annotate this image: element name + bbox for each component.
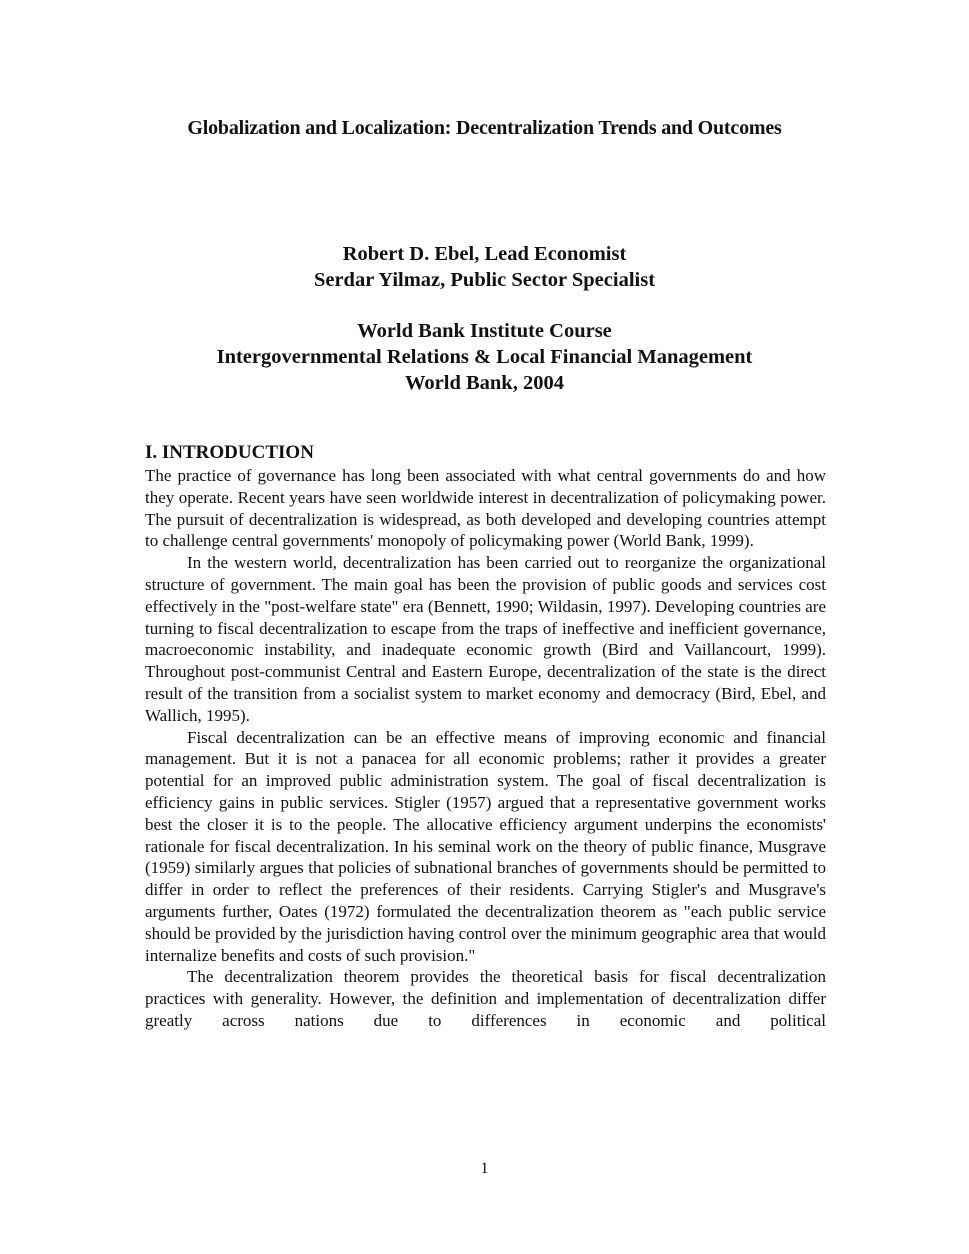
author-line: Robert D. Ebel, Lead Economist xyxy=(342,243,627,265)
introduction-section xyxy=(145,441,826,1032)
page-number: 1 xyxy=(480,1160,489,1177)
author-block xyxy=(0,241,969,293)
paragraph: Fiscal decentralization can be an effective means of improving economic and financial management. But it is not a panacea for all economic problems; rather it provides a greater potential for an improved public administration system. The goal of fiscal decentralization is efficiency gains in public services. Stigler (1957) argued that a representative government works best the closer it is to the people. The allocative efficiency argument underpins the economists' rationale for fiscal decentralization. In his seminal work on the theory of public finance, Musgrave (1959) similarly argues that policies of subnational branches of governments should be permitted to differ in order to reflect the preferences of their residents. Carrying Stigler's and Musgrave's arguments further, Oates (1972) formulated the decentralization theorem as "each public service should be provided by the jurisdiction having control over the minimum geographic area that would internalize benefits and costs of such provision." xyxy=(145,727,826,965)
paragraph: The decentralization theorem provides the theoretical basis for fiscal decentralization practices with generality. However, the definition and implementation of decentralization differ greatly across nations due to differences in economic and political xyxy=(145,967,826,1030)
paragraph: In the western world, decentralization has been carried out to reorganize the organizational structure of government. The main goal has been the provision of public goods and services cost effectively in the "post-welfare state" era (Bennett, 1990; Wildasin, 1997). Developing countries are turning to fiscal decentralization to escape from the traps of ineffective and inefficient governance, macroeconomic instability, and inadequate economic growth (Bird and Vaillancourt, 1999). Throughout post-communist Central and Eastern Europe, decentralization of the state is the direct result of the transition from a socialist system to market economy and democracy (Bird, Ebel, and Wallich, 1995). xyxy=(145,553,826,725)
course-subtitle: Intergovernmental Relations & Local Financial Management xyxy=(216,346,753,368)
author-line: Serdar Yilmaz, Public Sector Specialist xyxy=(313,269,656,291)
course-publisher: World Bank, 2004 xyxy=(405,372,564,394)
course-block xyxy=(0,318,969,396)
section-heading: I. INTRODUCTION xyxy=(145,442,314,463)
paragraph: The practice of governance has long been associated with what central governments do and how they operate. Recent years have seen worldwide interest in decentralization of policymaking power. The pursuit of decentralization is widespread, as both developed and developing countries attempt to challenge central governments' monopoly of policymaking power (World Bank, 1999). xyxy=(145,466,826,551)
course-name: World Bank Institute Course xyxy=(357,320,612,342)
document-title: Globalization and Localization: Decentralization Trends and Outcomes xyxy=(187,117,782,139)
